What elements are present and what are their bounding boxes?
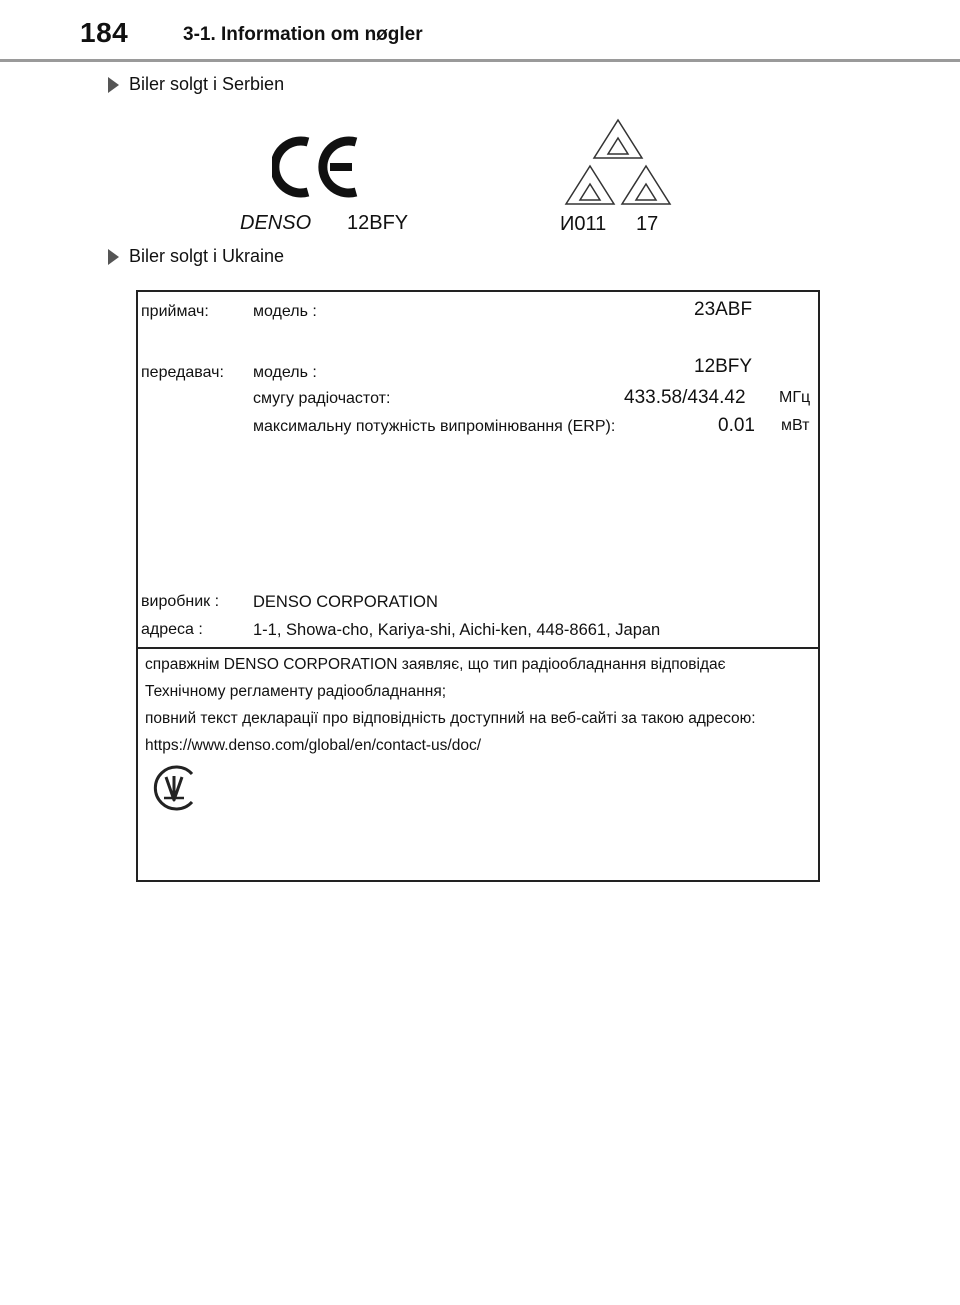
- section-title: 3-1. Information om nøgler: [183, 24, 423, 45]
- page-number: 184: [80, 17, 129, 48]
- receiver-model-value: 23ABF: [694, 299, 753, 320]
- manufacturer-label: виробник :: [141, 593, 220, 610]
- transmitter-label: передавач:: [141, 364, 224, 381]
- receiver-model-label: модель :: [253, 303, 317, 320]
- declaration-line-3: повний текст декларації про відповідність доступний на веб-сайті за такою адресою:: [145, 710, 756, 727]
- power-label: максимальну потужність випромінювання (ERP):: [253, 418, 616, 435]
- receiver-label: приймач:: [141, 303, 209, 320]
- address-label: адреса :: [141, 621, 203, 638]
- denso-brand: DENSO: [240, 212, 312, 234]
- page-header: [0, 0, 960, 62]
- serbia-model: 12BFY: [347, 212, 409, 234]
- declaration-url: https://www.denso.com/global/en/contact-us/doc/: [145, 737, 482, 754]
- declaration-line-2: Технічному регламенту радіообладнання;: [145, 683, 447, 700]
- triangle-right-icon: [108, 77, 119, 93]
- ce-mark-icon: [272, 133, 362, 201]
- band-value: 433.58/434.42: [624, 387, 746, 408]
- serbia-cert-year: 17: [636, 213, 659, 235]
- ukraine-label-box: [136, 290, 820, 882]
- band-unit: МГц: [779, 389, 811, 406]
- bullet-serbia: [108, 74, 284, 95]
- label-divider: [138, 647, 818, 649]
- band-label: смугу радіочастот:: [253, 390, 391, 407]
- serbia-triangles-mark-icon: [560, 116, 676, 208]
- manufacturer-value: DENSO CORPORATION: [253, 593, 438, 611]
- bullet-serbia-text: Biler solgt i Serbien: [129, 74, 285, 94]
- triangle-right-icon: [108, 249, 119, 265]
- bullet-ukraine: [108, 246, 284, 267]
- header-rule: [0, 59, 960, 62]
- declaration-line-1: справжнім DENSO CORPORATION заявляє, що тип радіообладнання відповідає: [145, 656, 726, 673]
- power-value: 0.01: [718, 415, 755, 436]
- transmitter-model-value: 12BFY: [694, 356, 753, 377]
- bullet-ukraine-text: Biler solgt i Ukraine: [129, 246, 285, 266]
- ukraine-conformity-mark-icon: [148, 762, 200, 814]
- power-unit: мВт: [781, 417, 810, 434]
- address-value: 1-1, Showa-cho, Kariya-shi, Aichi-ken, 448-8661, Japan: [253, 621, 661, 639]
- serbia-cert-code: И011: [560, 213, 607, 235]
- transmitter-model-label: модель :: [253, 364, 317, 381]
